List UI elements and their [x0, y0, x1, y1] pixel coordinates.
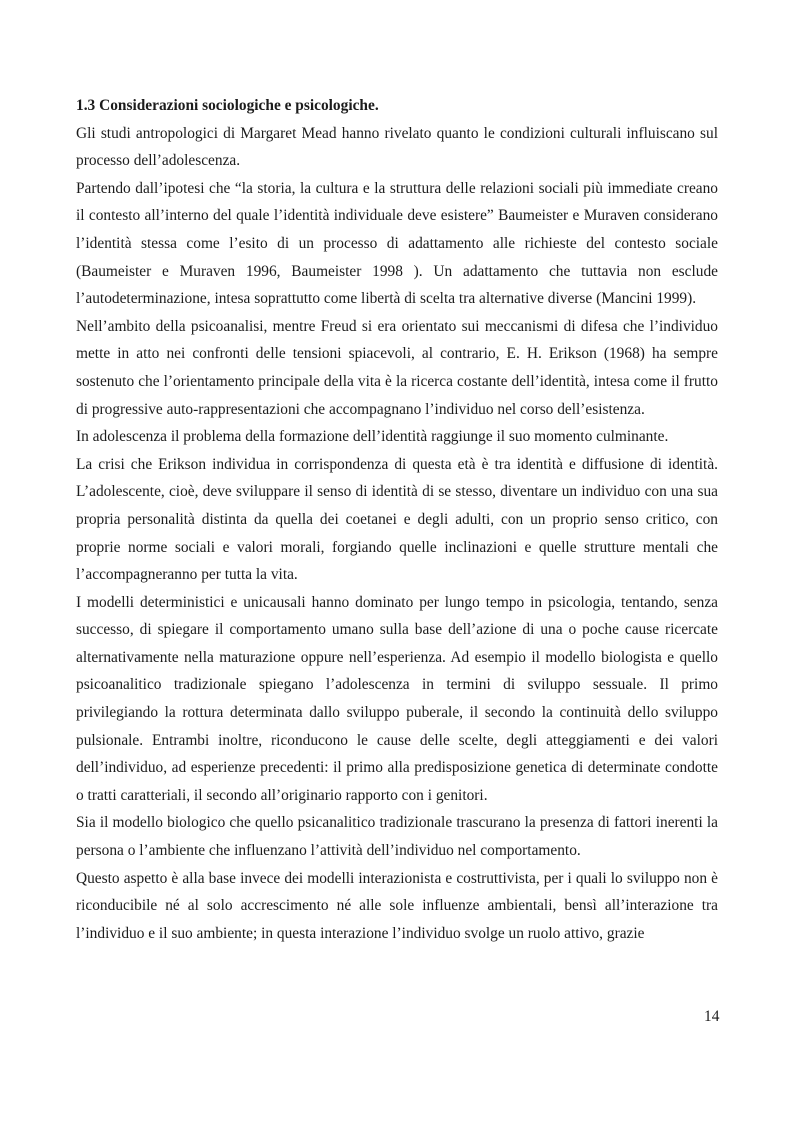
paragraph: In adolescenza il problema della formazione dell’identità raggiunge il suo momento culminante. [76, 428, 669, 446]
paragraph: La crisi che Erikson individua in corrispondenza di questa età è tra identità e diffusione di identità. L’adolescente, cioè, deve sviluppare il senso di identità di se stesso, diventare un individuo con una sua propria personalità distinta da quella dei coetanei e degli adulti, con un proprio senso critico, con proprie norme sociali e valori morali, forgiando quelle inclinazioni e quelle strutture mentali che l’accompagneranno per tutta la vita. [76, 455, 718, 584]
paragraph: Nell’ambito della psicoanalisi, mentre Freud si era orientato sui meccanismi di difesa che l’individuo mette in atto nei confronti delle tensioni spiacevoli, al contrario, E. H. Erikson (1968) ha sempre sostenuto che l’orientamento principale della vita è la ricerca costante dell’identità, intesa come il frutto di progressive auto-rappresentazioni che accompagnano l’individuo nel corso dell’esistenza. [76, 317, 718, 418]
paragraph: I modelli deterministici e unicausali hanno dominato per lungo tempo in psicologia, tentando, senza successo, di spiegare il comportamento umano sulla base dell’azione di una o poche cause ricercate alternativamente nella maturazione oppure nell’esperienza. Ad esempio il modello biologista e quello psicoanalitico tradizionale spiegano l’adolescenza in termini di sviluppo sessuale. Il primo privilegiando la rottura determinata dallo sviluppo puberale, il secondo la continuità dello sviluppo pulsionale. Entrambi inoltre, riconducono le cause delle scelte, degli atteggiamenti e dei valori dell’individuo, ad esperienze precedenti: il primo alla predisposizione genetica di determinate condotte o tratti caratteriali, il secondo all’originario rapporto con i genitori. [76, 593, 718, 804]
page-number: 14 [704, 1008, 720, 1025]
paragraph: Partendo dall’ipotesi che “la storia, la cultura e la struttura delle relazioni sociali più immediate creano il contesto all’interno del quale l’identità individuale deve esistere” Baumeister e Muraven considerano l’identità stessa come l’esito di un processo di adattamento alle richieste del contesto sociale (Baumeister e Muraven 1996, Baumeister 1998 ). Un adattamento che tuttavia non esclude l’autodeterminazione, intesa soprattutto come libertà di scelta tra alternative diverse (Mancini 1999). [76, 179, 718, 308]
section-heading: 1.3 Considerazioni sociologiche e psicologiche. [76, 97, 379, 114]
paragraph: Sia il modello biologico che quello psicanalitico tradizionale trascurano la presenza di fattori inerenti la persona o l’ambiente che influenzano l’attività dell’individuo nel comportamento. [76, 814, 718, 860]
paragraph: Questo aspetto è alla base invece dei modelli interazionista e costruttivista, per i quali lo sviluppo non è riconducibile né al solo accrescimento né alle sole influenze ambientali, bensì all’interazione tra l’individuo e il suo ambiente; in questa interazione l’individuo svolge un ruolo attivo, grazie [76, 869, 718, 942]
paragraph: Gli studi antropologici di Margaret Mead hanno rivelato quanto le condizioni culturali influiscano sul processo dell’adolescenza. [76, 124, 718, 170]
page-body [76, 92, 718, 947]
